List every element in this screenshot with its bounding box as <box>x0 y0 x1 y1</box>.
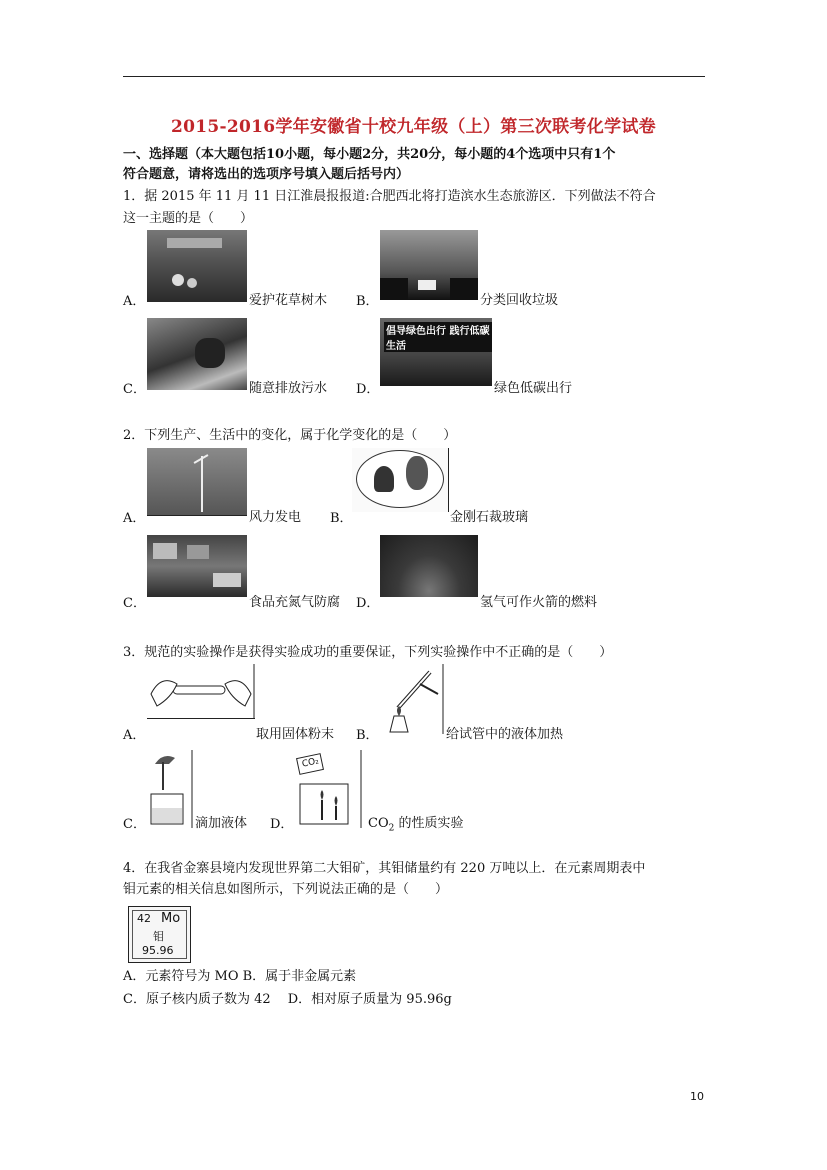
q3-option-c-text: 滴加液体 <box>195 816 248 831</box>
q2-stem: 2．下列生产、生活中的变化，属于化学变化的是（ ） <box>123 428 457 443</box>
q3-stem: 3．规范的实验操作是获得实验成功的重要保证，下列实验操作中不正确的是（ ） <box>123 645 613 660</box>
q3-option-d-image <box>292 750 362 828</box>
q1-option-c-image <box>147 318 247 390</box>
element-symbol: Mo <box>161 911 181 926</box>
q2-option-c-letter[interactable]: C． <box>123 596 146 611</box>
q3-option-a-image <box>147 664 255 718</box>
q2-option-a-image <box>147 448 247 516</box>
section-heading-line1: 一、选择题（本大题包括10小题，每小题2分，共20分，每小题的4个选项中只有1个 <box>123 147 616 162</box>
element-atomic-number: 42 <box>137 912 151 925</box>
element-name: 钼 <box>153 930 164 943</box>
q2-option-a-underline <box>147 515 247 516</box>
q4-options-line1: A．元素符号为 MO B．属于非金属元素 <box>123 969 357 984</box>
q1-option-d-image <box>380 318 492 386</box>
q1-option-c-text: 随意排放污水 <box>249 381 328 396</box>
q3-option-b-image <box>380 664 444 734</box>
q3-option-a-text: 取用固体粉末 <box>256 727 335 742</box>
page-number: 10 <box>690 1090 704 1103</box>
q1-option-a-image <box>147 230 247 302</box>
q1-option-b-letter[interactable]: B． <box>356 294 379 309</box>
header-rule <box>123 76 705 77</box>
q3-option-d-text <box>368 815 463 838</box>
q3-option-a-drawing <box>147 664 255 718</box>
element-card-molybdenum <box>128 906 191 963</box>
q2-option-d-text: 氢气可作火箭的燃料 <box>480 595 598 610</box>
q3-option-b-drawing <box>380 664 444 734</box>
q3-option-d-image-label: CO₂ <box>301 756 320 770</box>
q2-option-a-letter[interactable]: A． <box>123 511 146 526</box>
q1-option-d-letter[interactable]: D． <box>356 382 380 397</box>
q3-option-c-letter[interactable]: C． <box>123 817 146 832</box>
q3-option-a-letter[interactable]: A． <box>123 728 146 743</box>
q1-stem-line1: 1．据 2015 年 11 月 11 日江淮晨报报道:合肥西北将打造滨水生态旅游区．下列做法不符合 <box>123 189 656 204</box>
q2-option-b-text: 金刚石裁玻璃 <box>450 510 529 525</box>
section-heading-line2: 符合题意，请将选出的选项序号填入题后括号内） <box>123 167 410 182</box>
q1-option-b-text: 分类回收垃圾 <box>480 293 559 308</box>
page-title: 2015-2016学年安徽省十校九年级（上）第三次联考化学试卷 <box>171 117 656 137</box>
q1-option-b-image <box>380 230 478 300</box>
q3-option-a-underline <box>147 718 255 719</box>
q2-option-d-letter[interactable]: D． <box>356 596 380 611</box>
q1-option-a-text: 爱护花草树木 <box>249 293 328 308</box>
q2-option-c-text: 食品充氮气防腐 <box>249 595 341 610</box>
q2-option-c-image <box>147 535 247 597</box>
q2-option-b-image <box>352 448 449 512</box>
q1-option-a-letter[interactable]: A． <box>123 294 146 309</box>
q1-option-d-image-caption: 倡导绿色出行 践行低碳生活 <box>384 322 492 352</box>
q2-option-a-text: 风力发电 <box>249 510 302 525</box>
q4-stem-line2: 钼元素的相关信息如图所示，下列说法正确的是（ ） <box>123 882 449 897</box>
q2-option-d-image <box>380 535 478 597</box>
q1-option-d-text: 绿色低碳出行 <box>494 381 573 396</box>
q3-option-c-drawing <box>147 750 193 828</box>
q4-stem-line1: 4．在我省金寨县境内发现世界第二大钼矿，其钼储量约有 220 万吨以上．在元素周期表中 <box>123 861 646 876</box>
q1-stem-line2: 这一主题的是（ ） <box>123 211 254 226</box>
q3-option-d-text-sub: 2 <box>388 823 395 834</box>
element-atomic-mass: 95.96 <box>142 944 174 957</box>
q3-option-c-image <box>147 750 193 828</box>
q3-option-d-letter[interactable]: D． <box>270 817 294 832</box>
q3-option-b-letter[interactable]: B． <box>356 728 379 743</box>
q3-option-d-text-after: 的性质实验 <box>394 816 464 831</box>
q1-option-c-letter[interactable]: C． <box>123 382 146 397</box>
q3-option-d-text-main: CO <box>368 816 389 831</box>
q2-option-b-letter[interactable]: B． <box>330 511 353 526</box>
q3-option-b-text: 给试管中的液体加热 <box>446 727 564 742</box>
q4-options-line2: C．原子核内质子数为 42 D．相对原子质量为 95.96g <box>123 992 452 1007</box>
